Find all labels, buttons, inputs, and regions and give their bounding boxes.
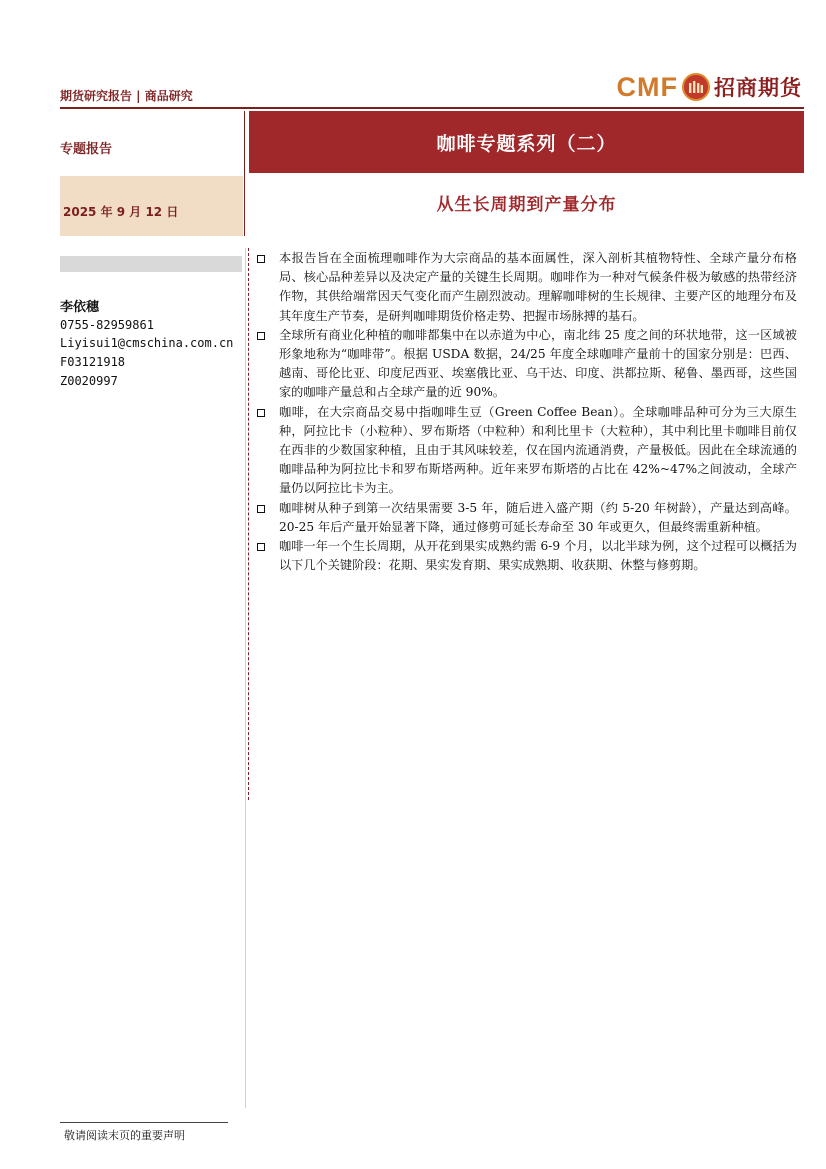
list-item [257, 499, 797, 537]
report-category: 期货研究报告 | 商品研究 [60, 89, 193, 103]
footer-divider [60, 1122, 228, 1123]
analyst-email[interactable]: Liyisui1@cmschina.com.cn [60, 336, 234, 350]
sidebar-analyst-bar [60, 256, 242, 272]
bullet-text: 咖啡一年一个生长周期，从开花到果实成熟约需 6-9 个月，以北半球为例，这个过程可以概括为以下几个关键阶段：花期、果实发育期、果实成熟期、收获期、休整与修剪期。 [279, 539, 797, 573]
company-logo [617, 70, 802, 104]
list-item [257, 326, 797, 403]
analyst-license-z: Z0020997 [60, 374, 118, 388]
column-divider [248, 248, 249, 800]
checkbox-bullet-icon [257, 543, 265, 551]
bullet-text: 本报告旨在全面梳理咖啡作为大宗商品的基本面属性，深入剖析其植物特性、全球产量分布格局、核心品种差异以及决定产量的关键生长周期。咖啡作为一种对气候条件极为敏感的热带经济作物，其供给端常因天气变化而产生剧烈波动。理解咖啡树的生长规律、主要产区的地理分布及其年度生产节奏，是研判咖啡期货价格走势、把握市场脉搏的基石。 [279, 251, 797, 323]
analyst-phone: 0755-82959861 [60, 318, 154, 332]
analyst-name: 李依穗 [60, 300, 100, 315]
checkbox-bullet-icon [257, 255, 265, 263]
report-subtitle: 从生长周期到产量分布 [436, 195, 617, 215]
checkbox-bullet-icon [257, 409, 265, 417]
logo-latin-text: CMF [616, 71, 678, 102]
header-divider [60, 107, 804, 109]
logo-emblem-icon [682, 73, 710, 101]
title-vertical-divider [244, 111, 245, 236]
title-banner [249, 111, 804, 173]
bullet-text: 全球所有商业化种植的咖啡都集中在以赤道为中心，南北纬 25 度之间的环状地带，这一区域被形象地称为“咖啡带”。根据 USDA 数据，24/25 年度全球咖啡产量前十的国家分别是：巴西、越南、哥伦比亚、印度尼西亚、埃塞俄比亚、乌干达、印度、洪都拉斯、秘鲁、墨西哥，这些国家的咖啡产量总和占全球产量的近 90%。 [279, 327, 797, 400]
checkbox-bullet-icon [257, 332, 265, 340]
list-item [257, 537, 797, 575]
bullet-text: 咖啡树从种子到第一次结果需要 3-5 年，随后进入盛产期（约 5-20 年树龄），产量达到高峰。20-25 年后产量开始显著下降，通过修剪可延长寿命至 30 年或更久，但最终需重新种植。 [279, 500, 797, 534]
footer-disclaimer: 敬请阅读末页的重要声明 [64, 1129, 185, 1142]
report-type-label: 专题报告 [60, 142, 113, 157]
checkbox-bullet-icon [257, 505, 265, 513]
report-title: 咖啡专题系列（二） [436, 132, 617, 155]
list-item [257, 249, 797, 326]
list-item [257, 403, 797, 499]
analyst-license-f: F03121918 [60, 355, 126, 369]
report-date: 2025 年 9 月 12 日 [63, 205, 179, 219]
bullet-text: 咖啡，在大宗商品交易中指咖啡生豆（Green Coffee Bean）。全球咖啡品种可分为三大原生种，阿拉比卡（小粒种）、罗布斯塔（中粒种）和利比里卡（大粒种），其中利比里卡咖啡目前仅在西非的少数国家种植，且由于其风味较差，仅在国内流通消费，产量极低。因此在全球流通的咖啡品种为阿拉比卡和罗布斯塔两种。近年来罗布斯塔的占比在 42%~47%之间波动，全球产量仍以阿拉比卡为主。 [279, 404, 797, 496]
sidebar-edge [245, 248, 246, 1108]
logo-chinese-text: 招商期货 [714, 76, 802, 100]
summary-list [257, 249, 797, 575]
